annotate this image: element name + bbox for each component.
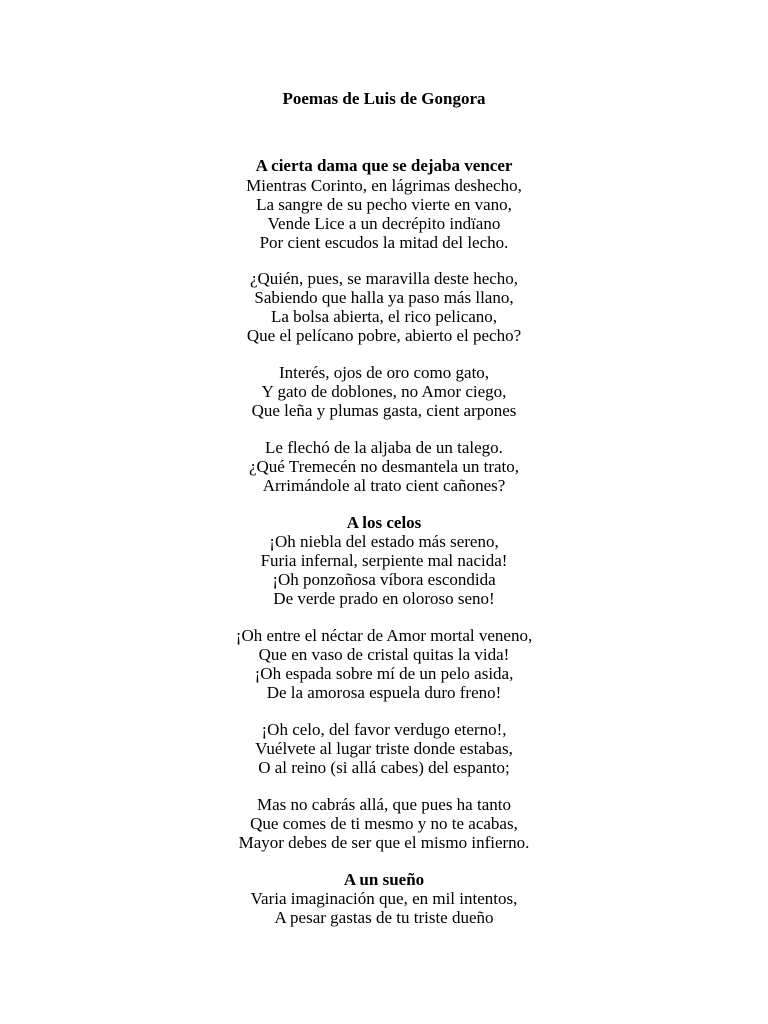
poem-line: Vende Lice a un decrépito indïano <box>267 214 501 233</box>
poem-line: Que en vaso de cristal quitas la vida! <box>258 645 510 664</box>
poem-line: Mayor debes de ser que el mismo infierno. <box>238 833 530 852</box>
poem-line: ¡Oh celo, del favor verdugo eterno!, <box>261 720 507 739</box>
poem-line: La bolsa abierta, el rico pelicano, <box>270 307 498 326</box>
poem-line: Furia infernal, serpiente mal nacida! <box>260 551 508 570</box>
poem-line: ¿Qué Tremecén no desmantela un trato, <box>248 457 520 476</box>
poem-line: Vuélvete al lugar triste donde estabas, <box>255 739 513 758</box>
poem-line: Mientras Corinto, en lágrimas deshecho, <box>246 176 522 195</box>
poem-line: De verde prado en oloroso seno! <box>273 589 495 608</box>
poem-line: Que leña y plumas gasta, cient arpones <box>251 401 517 420</box>
poem-title: A un sueño <box>343 870 425 889</box>
poem-line: Sabiendo que halla ya paso más llano, <box>254 288 514 307</box>
poem-line: ¡Oh niebla del estado más sereno, <box>269 532 499 551</box>
poem-line: A pesar gastas de tu triste dueño <box>274 908 494 927</box>
poem-line: O al reino (si allá cabes) del espanto; <box>258 758 510 777</box>
poem-line: Interés, ojos de oro como gato, <box>278 363 490 382</box>
document-title: Poemas de Luis de Gongora <box>282 89 486 108</box>
poem-line: Que comes de ti mesmo y no te acabas, <box>250 814 518 833</box>
poem-line: ¡Oh entre el néctar de Amor mortal veneno, <box>235 626 533 645</box>
poem-line: Le flechó de la aljaba de un talego. <box>265 438 503 457</box>
poem-line: Varia imaginación que, en mil intentos, <box>250 889 518 908</box>
poem-line: Por cient escudos la mitad del lecho. <box>259 233 509 252</box>
poem-line: De la amorosa espuela duro freno! <box>266 683 502 702</box>
poem-title: A cierta dama que se dejaba vencer <box>255 156 513 175</box>
poem-line: La sangre de su pecho vierte en vano, <box>256 195 512 214</box>
poem-line: Mas no cabrás allá, que pues ha tanto <box>257 795 511 814</box>
poem-line: ¡Oh ponzoñosa víbora escondida <box>272 570 496 589</box>
poem-line: Y gato de doblones, no Amor ciego, <box>261 382 507 401</box>
poem-line: ¡Oh espada sobre mí de un pelo asida, <box>254 664 514 683</box>
poem-line: Arrimándole al trato cient cañones? <box>262 476 506 495</box>
poem-title: A los celos <box>346 513 422 532</box>
poem-line: Que el pelícano pobre, abierto el pecho? <box>246 326 522 345</box>
poem-line: ¿Quién, pues, se maravilla deste hecho, <box>249 269 519 288</box>
